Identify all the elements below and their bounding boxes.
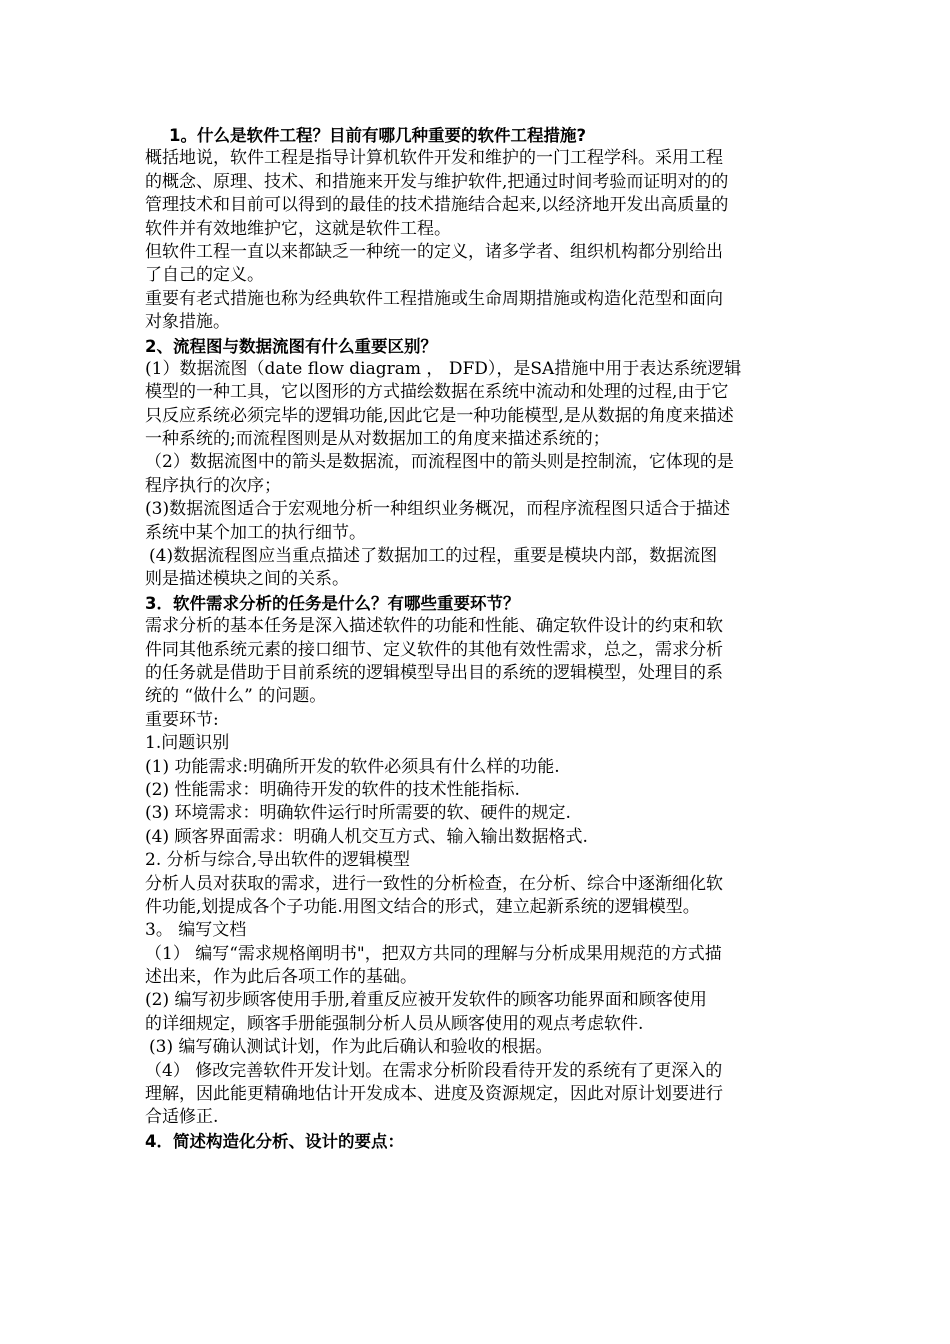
text-line: 但软件工程一直以来都缺乏一种统一的定义，诸多学者、组织机构都分别给出 xyxy=(145,241,723,262)
text-line: 述出来，作为此后各项工作的基础。 xyxy=(145,967,417,988)
text-line: 理解，因此能更精确地估计开发成本、进度及资源规定，因此对原计划要进行 xyxy=(145,1084,723,1105)
text-line: 1.问题识别 xyxy=(145,733,230,754)
text-line: （1） 编写“需求规格阐明书"，把双方共同的理解与分析成果用规范的方式描 xyxy=(145,943,722,964)
text-line: 对象措施。 xyxy=(145,312,230,333)
text-line: (3) 编写确认测试计划，作为此后确认和验收的根据。 xyxy=(149,1037,553,1058)
text-line: 2. 分析与综合,导出软件的逻辑模型 xyxy=(145,850,411,871)
text-line: 统的 “做什么” 的问题。 xyxy=(145,686,327,707)
text-line: 了自己的定义。 xyxy=(145,265,264,286)
section-heading: 3．软件需求分析的任务是什么？有哪些重要环节？ xyxy=(145,593,520,613)
text-line: 概括地说，软件工程是指导计算机软件开发和维护的一门工程学科。采用工程 xyxy=(145,148,723,169)
text-line: 的任务就是借助于目前系统的逻辑模型导出目的系统的逻辑模型，处理目的系 xyxy=(145,662,723,683)
text-line: (2) 编写初步顾客使用手册,着重反应被开发软件的顾客功能界面和顾客使用 xyxy=(145,990,707,1011)
text-line: （2）数据流图中的箭头是数据流，而流程图中的箭头则是控制流，它体现的是 xyxy=(145,452,734,473)
section-heading: 4．简述构造化分析、设计的要点： xyxy=(145,1131,404,1151)
text-line: (1）数据流图（date flow diagram ， DFD），是SA措施中用于表达系统逻辑 xyxy=(145,358,742,379)
text-line: 合适修正. xyxy=(145,1107,219,1128)
text-line: (3)数据流图适合于宏观地分析一种组织业务概况，而程序流程图只适合于描述 xyxy=(145,499,731,520)
text-line: 则是描述模块之间的关系。 xyxy=(145,569,349,590)
text-line: 3。 编写文档 xyxy=(145,920,247,941)
text-line: 分析人员对获取的需求，进行一致性的分析检查，在分析、综合中逐渐细化软 xyxy=(145,873,723,894)
text-line: 管理技术和目前可以得到的最佳的技术措施结合起来,以经济地开发出高质量的 xyxy=(145,195,729,216)
text-line: 系统中某个加工的执行细节。 xyxy=(145,522,366,543)
text-line: 件同其他系统元素的接口细节、定义软件的其他有效性需求，总之，需求分析 xyxy=(145,639,723,660)
document-body xyxy=(145,124,810,1153)
section-heading: 2、流程图与数据流图有什么重要区别？ xyxy=(145,336,437,356)
text-line: (4)数据流程图应当重点描述了数据加工的过程，重要是模块内部，数据流图 xyxy=(149,546,718,567)
text-line: 件功能,划提成各个子功能.用图文结合的形式，建立起新系统的逻辑模型。 xyxy=(145,896,700,917)
text-line: 一种系统的;而流程图则是从对数据加工的角度来描述系统的； xyxy=(145,429,610,450)
text-line: 只反应系统必须完毕的逻辑功能,因此它是一种功能模型,是从数据的角度来描述 xyxy=(145,405,734,426)
text-line: 重要有老式措施也称为经典软件工程措施或生命周期措施或构造化范型和面向 xyxy=(145,288,723,309)
text-line: 需求分析的基本任务是深入描述软件的功能和性能、确定软件设计的约束和软 xyxy=(145,616,723,637)
text-line: （4） 修改完善软件开发计划。在需求分析阶段看待开发的系统有了更深入的 xyxy=(145,1060,723,1081)
text-line: 的概念、原理、技术、和措施来开发与维护软件,把通过时间考验而证明对的的 xyxy=(145,171,729,192)
text-line: 重要环节: xyxy=(145,709,219,730)
text-line: 程序执行的次序； xyxy=(145,475,281,496)
text-line: 的详细规定，顾客手册能强制分析人员从顾客使用的观点考虑软件. xyxy=(145,1013,644,1034)
text-line: (2) 性能需求：明确待开发的软件的技术性能指标. xyxy=(145,779,520,800)
text-line: (3) 环境需求：明确软件运行时所需要的软、硬件的规定. xyxy=(145,803,571,824)
text-line: 模型的一种工具，它以图形的方式描绘数据在系统中流动和处理的过程,由于它 xyxy=(145,382,729,403)
text-line: (4) 顾客界面需求：明确人机交互方式、输入输出数据格式. xyxy=(145,826,588,847)
text-line: 软件并有效地维护它，这就是软件工程。 xyxy=(145,218,451,239)
section-heading: 1。什么是软件工程？目前有哪几种重要的软件工程措施? xyxy=(169,126,587,145)
text-line: (1) 功能需求:明确所开发的软件必须具有什么样的功能. xyxy=(145,756,560,777)
